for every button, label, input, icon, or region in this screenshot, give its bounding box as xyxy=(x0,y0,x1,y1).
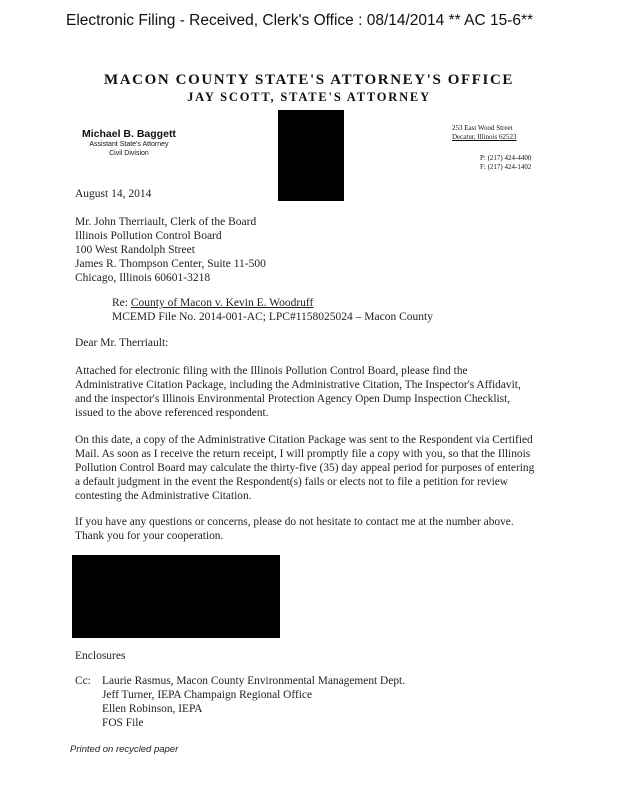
recycled-paper-note: Printed on recycled paper xyxy=(70,744,179,755)
salutation: Dear Mr. Therriault: xyxy=(75,337,169,349)
fax-number: F: (217) 424-1402 xyxy=(480,162,532,171)
paragraph-line: a default judgment in the event the Respondent(s) fails or elects not to file a petition for review xyxy=(75,476,509,488)
recipient-line: James R. Thompson Center, Suite 11-500 xyxy=(75,258,266,270)
cc-list xyxy=(102,674,405,730)
phone-number: P: (217) 424-4400 xyxy=(480,154,532,162)
attorney-name: JAY SCOTT, STATE'S ATTORNEY xyxy=(187,90,431,104)
recipient-address xyxy=(75,215,266,285)
file-number: MCEMD File No. 2014-001-AC; LPC#1158025024 – Macon County xyxy=(112,311,433,323)
paragraph-line: Thank you for your cooperation. xyxy=(75,530,224,542)
paragraph-line: contesting the Administrative Citation. xyxy=(75,490,252,502)
case-title: County of Macon v. Kevin E. Woodruff xyxy=(130,297,314,309)
recipient-line: Chicago, Illinois 60601-3218 xyxy=(75,272,211,284)
cc-label: Cc: xyxy=(75,675,91,687)
paragraph-line: issued to the above referenced respondent. xyxy=(75,407,269,419)
redacted-logo xyxy=(278,110,344,201)
paragraph-line: Attached for electronic filing with the Illinois Pollution Control Board, please find the xyxy=(75,365,468,377)
re-prefix: Re: xyxy=(112,297,128,309)
recipient-line: 100 West Randolph Street xyxy=(75,244,195,256)
enclosures-label: Enclosures xyxy=(75,650,126,662)
paragraph-3 xyxy=(75,515,545,543)
letter-date: August 14, 2014 xyxy=(75,188,152,200)
filing-stamp: Electronic Filing - Received, Clerk's Office : 08/14/2014 ** AC 15-6** xyxy=(66,12,534,29)
address-street: 253 East Wood Street xyxy=(452,124,513,132)
cc-recipient: FOS File xyxy=(102,717,144,729)
sender-name: Michael B. Baggett xyxy=(82,128,176,140)
office-name: MACON COUNTY STATE'S ATTORNEY'S OFFICE xyxy=(103,72,515,88)
office-address xyxy=(452,124,516,142)
cc-recipient: Laurie Rasmus, Macon County Environmental Management Dept. xyxy=(102,675,406,687)
office-phones xyxy=(480,154,531,171)
cc-recipient: Jeff Turner, IEPA Champaign Regional Office xyxy=(102,689,313,701)
cc-recipient: Ellen Robinson, IEPA xyxy=(102,703,203,715)
sender-division: Civil Division xyxy=(109,150,149,157)
paragraph-line: On this date, a copy of the Administrative Citation Package was sent to the Respondent via Certified xyxy=(75,434,533,446)
recipient-line: Illinois Pollution Control Board xyxy=(75,230,222,242)
paragraph-line: and the inspector's Illinois Environmental Protection Agency Open Dump Inspection Checklist, xyxy=(75,393,511,405)
recipient-line: Mr. John Therriault, Clerk of the Board xyxy=(75,216,257,228)
paragraph-line: Administrative Citation Package, including the Administrative Citation, The Inspector's Affidavit, xyxy=(75,379,521,391)
address-city: Decatur, Illinois 62523 xyxy=(452,133,517,141)
sender-block xyxy=(82,128,176,158)
paragraph-2 xyxy=(75,433,545,503)
re-line xyxy=(112,296,433,324)
paragraph-line: Mail. As soon as I receive the return receipt, I will promptly file a copy with you, so that the Illinois xyxy=(75,448,531,460)
redacted-signature xyxy=(72,555,280,638)
paragraph-1 xyxy=(75,364,545,420)
paragraph-line: If you have any questions or concerns, please do not hesitate to contact me at the number above. xyxy=(75,516,514,528)
paragraph-line: Pollution Control Board may calculate the thirty-five (35) day appeal period for purposes of entering xyxy=(75,462,535,474)
sender-title: Assistant State's Attorney xyxy=(89,141,169,148)
